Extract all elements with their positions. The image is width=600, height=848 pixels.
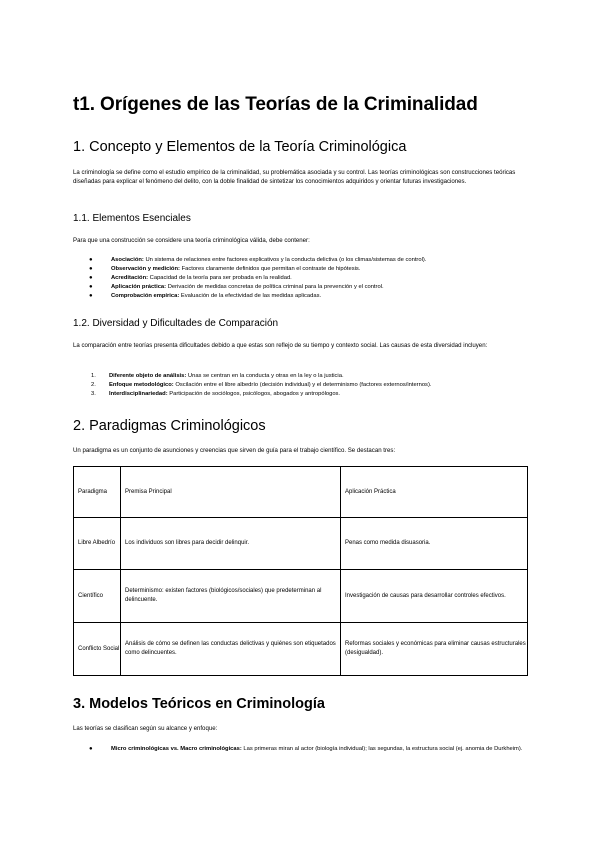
list-item-text: Factores claramente definidos que permitan el contraste de hipótesis. <box>179 266 361 272</box>
list-item-term: Micro criminológicas vs. Macro criminológicas: <box>111 746 242 752</box>
subsection-1-2-lead: La comparación entre teorías presenta dificultades debido a que estas son reflejo de su tiempo y contexto social. Las causas de esta diversidad incluyen: <box>73 342 488 349</box>
subsection-heading-1-1: 1.1. Elementos Esenciales <box>73 213 191 224</box>
table-row <box>74 518 528 570</box>
subsection-heading-1-2: 1.2. Diversidad y Dificultades de Comparación <box>73 318 279 329</box>
table-cell-application: Investigación de causas para desarrollar controles efectivos. <box>341 570 528 623</box>
table-header-row <box>74 467 528 518</box>
table-cell-paradigm: Libre Albedrío <box>74 518 121 570</box>
table-cell-premise: Los individuos son libres para decidir delinquir. <box>121 518 341 570</box>
bullet-icon: ● <box>89 257 93 263</box>
table-cell-application: Penas como medida disuasoria. <box>341 518 528 570</box>
subsection-1-1-lead: Para que una construcción se considere una teoría criminológica válida, debe contener: <box>73 237 310 244</box>
list-item-text: Participación de sociólogos, psicólogos, abogados y antropólogos. <box>167 391 341 397</box>
bullet-icon: ● <box>89 266 93 272</box>
table-cell-application: Reformas sociales y económicas para eliminar causas estructurales (desigualdad). <box>341 623 528 676</box>
table-cell-premise: Determinismo: existen factores (biológicos/sociales) que predeterminan al delincuente. <box>121 570 341 623</box>
list-item-term: Acreditación: <box>111 275 149 281</box>
list-item-text: Evaluación de la efectividad de las medidas aplicadas. <box>179 293 322 299</box>
list-item-text: Las primeras miran al actor (biología individual); las segundas, la estructura social (ej. anomia de Durkheim). <box>241 746 523 752</box>
section-3-intro: Las teorías se clasifican según su alcance y enfoque: <box>73 725 218 732</box>
list-item-term: Asociación: <box>111 257 144 263</box>
list-item-text: Oscilación entre el libre albedrío (decisión individual) y el determinismo (factores externos/internos). <box>173 382 432 388</box>
bullet-icon: ● <box>89 746 93 752</box>
section-heading-1: 1. Concepto y Elementos de la Teoría Criminológica <box>73 139 407 155</box>
list-item <box>89 256 427 265</box>
table-row <box>74 570 528 623</box>
list-item <box>89 274 426 283</box>
bullet-icon: ● <box>89 275 93 281</box>
section-heading-3: 3. Modelos Teóricos en Criminología <box>73 696 325 712</box>
list-item-text: Un sistema de relaciones entre factores explicativos y la conducta delictiva (o los climas/sistemas de control). <box>143 257 427 263</box>
list-item-text: Capacidad de la teoría para ser probada en la realidad. <box>148 275 292 281</box>
list-item <box>89 283 426 292</box>
table-cell-paradigm: Conflicto Social <box>74 623 121 676</box>
section-2-intro: Un paradigma es un conjunto de asunciones y creencias que sirven de guía para el trabajo científico. Se destacan tres: <box>73 447 396 454</box>
list-item-text: Derivación de medidas concretas de política criminal para la prevención y el control. <box>166 284 384 290</box>
list-item-term: Observación y medición: <box>111 266 180 272</box>
table-header-cell: Aplicación Práctica <box>341 467 528 518</box>
list-item-term: Diferente objeto de análisis: <box>109 373 187 379</box>
theoretical-models-list <box>89 745 527 754</box>
list-item <box>91 390 432 399</box>
list-item-text: Unas se centran en la conducta y otras en la ley o la justicia. <box>186 373 344 379</box>
section-1-intro: La criminología se define como el estudio empírico de la criminalidad, su problemática asociada y su control. Las teorías criminológicas son construcciones teóricas diseñadas para explicar el fenómeno del delito, con la doble finalidad de sintetizar los conocimientos adquiridos y orientar futuras investigaciones. <box>73 169 516 185</box>
list-item <box>89 745 527 754</box>
list-item <box>91 372 432 381</box>
list-item-term: Aplicación práctica: <box>111 284 167 290</box>
table-cell-paradigm: Científico <box>74 570 121 623</box>
section-heading-2: 2. Paradigmas Criminológicos <box>73 418 266 434</box>
list-item <box>89 265 426 274</box>
bullet-icon: ● <box>89 293 93 299</box>
list-item <box>91 381 432 390</box>
list-item <box>89 292 426 301</box>
list-item-number: 1. <box>91 373 96 379</box>
table-row <box>74 623 528 676</box>
diversity-causes-list <box>91 372 432 399</box>
list-item-term: Interdisciplinariedad: <box>109 391 168 397</box>
paradigms-table <box>73 466 528 676</box>
list-item-term: Enfoque metodológico: <box>109 382 174 388</box>
list-item-term: Comprobación empírica: <box>111 293 180 299</box>
bullet-icon: ● <box>89 284 93 290</box>
document-title: t1. Orígenes de las Teorías de la Criminalidad <box>73 94 478 115</box>
table-header-cell: Premisa Principal <box>121 467 341 518</box>
table-cell-premise: Análisis de cómo se definen las conductas delictivas y quiénes son etiquetados como delincuentes. <box>121 623 341 676</box>
list-item-number: 2. <box>91 382 96 388</box>
list-item-number: 3. <box>91 391 96 397</box>
table-header-cell: Paradigma <box>74 467 121 518</box>
essential-elements-list <box>89 256 427 301</box>
